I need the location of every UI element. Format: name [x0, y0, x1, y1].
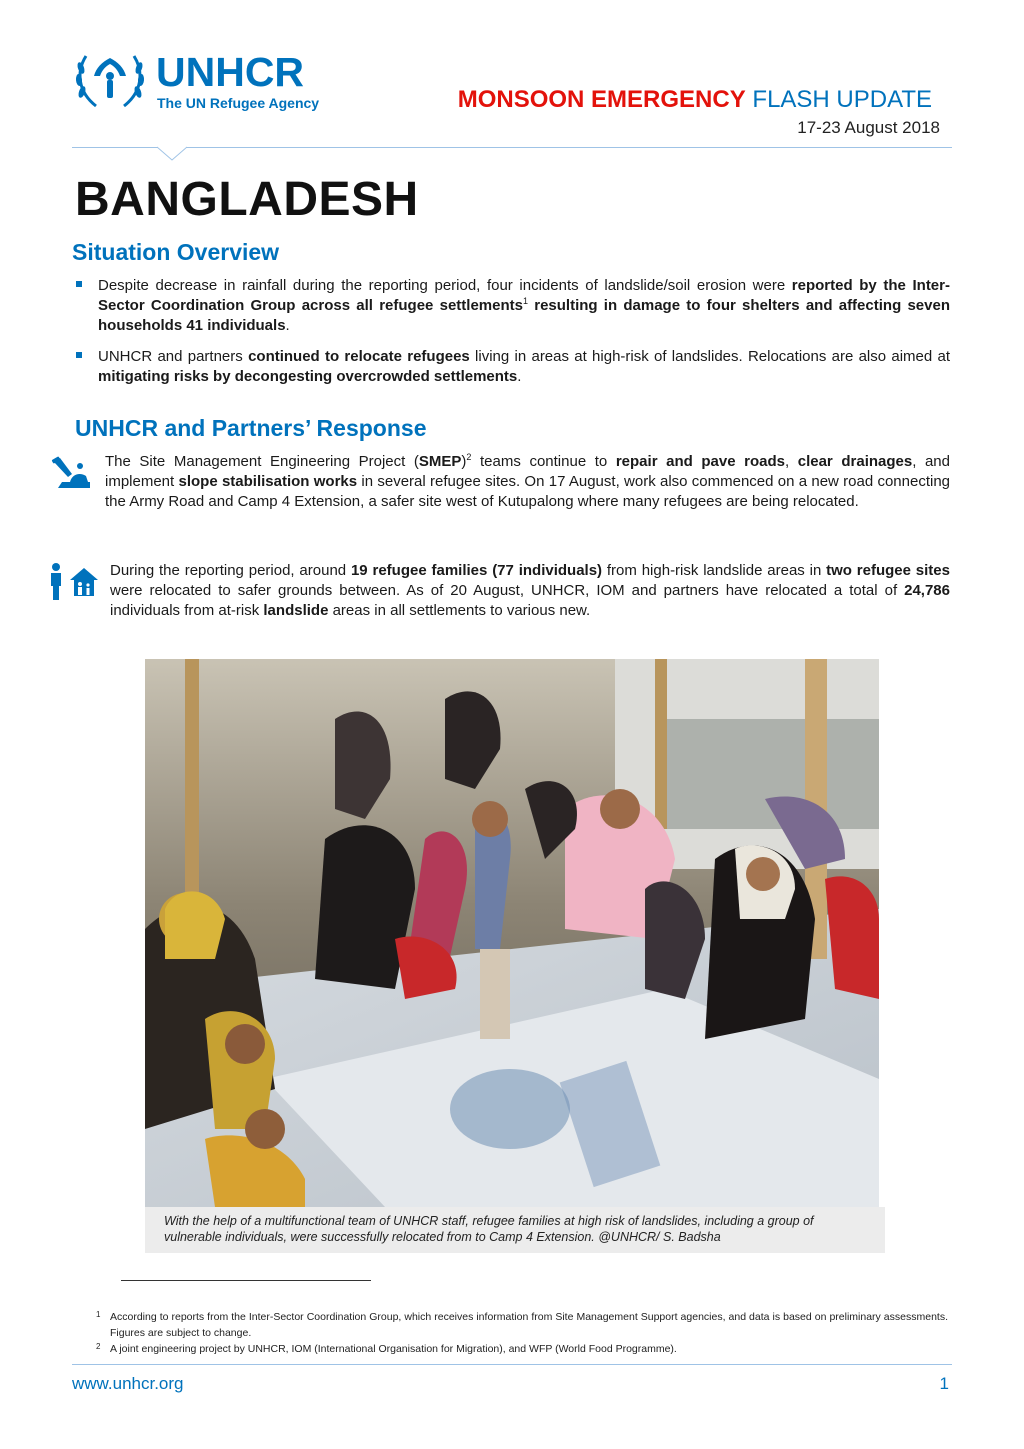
footnote-text: A joint engineering project by UNHCR, IOM (International Organisation for Migration), and WFP (World Food Programme). [110, 1343, 677, 1355]
page-number: 1 [939, 1374, 949, 1393]
situation-overview-heading: Situation Overview [72, 239, 280, 265]
footnote-number: 2 [96, 1342, 101, 1351]
header-notch [157, 146, 187, 162]
situation-bullet-2: UNHCR and partners continued to relocate refugees living in areas at high-risk of landslides. Relocations are also aimed at mitigating risks by decongesting overcrowded settlements. [76, 347, 950, 387]
footnote-2 [96, 1341, 951, 1357]
header-divider [72, 147, 952, 148]
report-title-flash: FLASH UPDATE [752, 86, 932, 113]
footer-divider [72, 1364, 952, 1365]
situation-bullets [76, 276, 950, 398]
unhcr-emblem-icon [72, 48, 148, 112]
footnote-text: According to reports from the Inter-Sector Coordination Group, which receives information from Site Management Support agencies, and data is based on preliminary assessments. Figures are subject to change. [110, 1311, 948, 1339]
logo-tagline: The UN Refugee Agency [157, 95, 320, 111]
response-paragraph-relocation: During the reporting period, around 19 refugee families (77 individuals) from high-risk landslide areas in two refugee sites were relocated to safer grounds between. As of 20 August, UNHCR, IOM and partners have relocated a total of 24,786 individuals from at-risk landslide areas in all settlements to various new. [110, 562, 950, 619]
report-title [458, 86, 932, 114]
response-heading: UNHCR and Partners’ Response [75, 415, 427, 441]
response-paragraph-smep: The Site Management Engineering Project (SMEP)$^2$ teams continue to repair and pave roads, clear drainages, and implement slope stabilisation works in several refugee sites. On 17 August, work also commenced on a new road connecting the Army Road and Camp 4 Extension, a safer site west of Kutupalong where many refugees are being relocated. [105, 452, 951, 510]
report-date: 17-23 August 2018 [797, 118, 940, 137]
relocation-photo [145, 659, 879, 1207]
country-title: BANGLADESH [75, 173, 419, 226]
report-title-emergency: MONSOON EMERGENCY [457, 86, 746, 113]
footnote-number: 1 [96, 1310, 101, 1319]
family-relocation-icon [48, 562, 100, 602]
footnote-1 [96, 1309, 951, 1341]
bullet-marker [76, 281, 82, 287]
logo-wordmark: UNHCR [156, 49, 305, 95]
road-construction-icon [50, 452, 94, 492]
photo-caption: With the help of a multifunctional team of UNHCR staff, refugee families at high risk of landslides, including a group of vulnerable individuals, were successfully relocated from to Camp 4 Extension. @UNHCR/ S. Badsha [164, 1214, 814, 1244]
bullet-marker [76, 352, 82, 358]
footer-website-link[interactable]: www.unhcr.org [72, 1374, 184, 1393]
footnote-divider [121, 1280, 371, 1281]
situation-bullet-1: Despite decrease in rainfall during the reporting period, four incidents of landslide/soil erosion were reported by the Inter-Sector Coordination Group across all refugee settlements$^1$ resulting in damage to four shelters and affecting seven households 41 individuals. [76, 276, 950, 336]
